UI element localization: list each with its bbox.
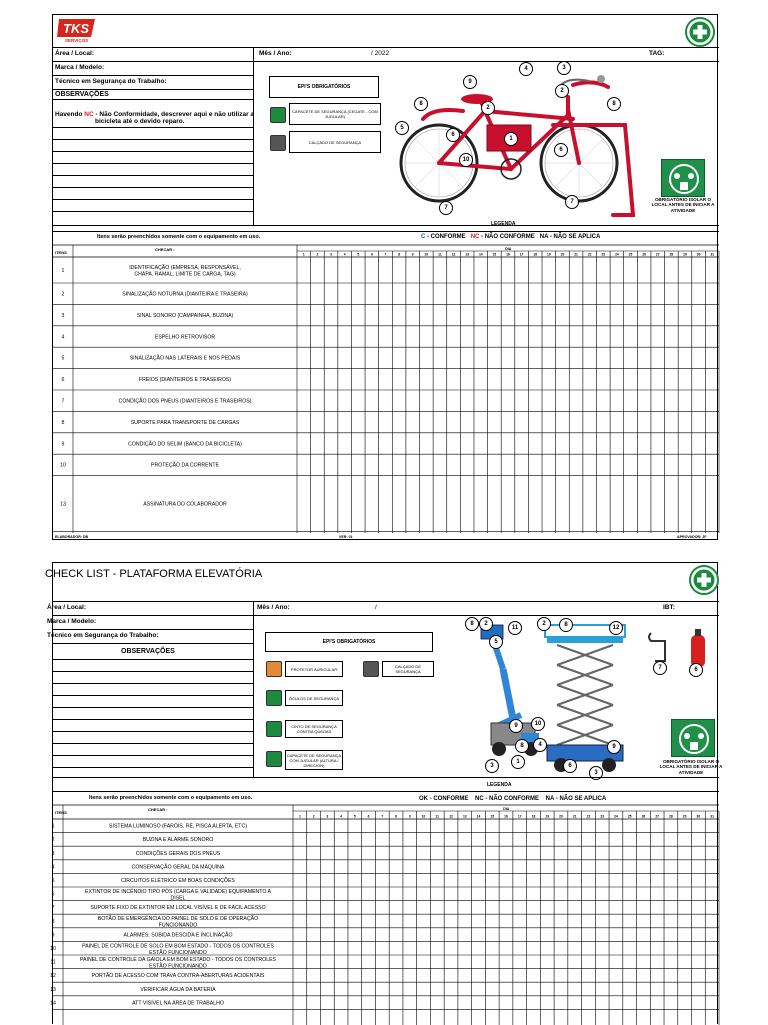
day-number: 12: [449, 814, 453, 819]
day-number: 7: [384, 252, 387, 257]
callout-10: 10: [459, 153, 473, 167]
item-number: 7: [51, 905, 55, 912]
day-number: 26: [641, 814, 646, 819]
p-callout-9: 9: [509, 719, 523, 733]
day-number: 13: [462, 814, 467, 819]
item-text: BOTÃO DE EMERGÊNCIA DO PAINEL DE SOLO E DE OPERAÇÃO: [97, 916, 259, 923]
day-number: 29: [683, 252, 687, 257]
item-number: 6: [51, 891, 55, 898]
callout-7b: 7: [565, 195, 579, 209]
p-callout-12: 12: [609, 621, 623, 635]
item-text: PAINEL DE CONTROLE DA GAIOLA EM BOM ESTADO - TODOS OS CONTROLES: [79, 957, 277, 963]
p-callout-7: 7: [653, 661, 667, 675]
callout-1: 1: [504, 132, 518, 146]
legend-line: C - CONFORME NC - NÃO CONFORME NA - NÃO SE APLICA: [421, 234, 601, 240]
marca-modelo-label-2: Marca / Modelo:: [47, 618, 97, 625]
item-text: IDENTIFICAÇÃO (EMPRESA, RESPONSÁVEL,: [129, 265, 241, 272]
epi-item-calcado-2: CALÇADO DE SEGURANÇA: [382, 661, 434, 677]
day-number: 25: [627, 814, 632, 819]
item-text: FREIOS (DIANTEIROS E TRASEIROS): [138, 377, 232, 384]
item-number: 13: [50, 986, 56, 993]
mes-ano-label: Mês / Ano:: [259, 50, 292, 57]
item-text: PROTEÇÃO DA CORRENTE: [150, 462, 220, 469]
day-number: 17: [519, 252, 524, 257]
item-text: VERIFICAR ÁGUA DA BATERIA: [140, 986, 216, 993]
footer-aprovador: APROVADOR: JF: [677, 535, 707, 539]
day-number: 11: [438, 252, 442, 257]
epi-item-capacete-2: CAPACETE DE SEGURANÇA COM JUGULAR (ALTURA / DIRECION): [285, 750, 343, 770]
item-text: EXTINTOR DE INCÊNDIO TIPO PÓS (CARGA E VALIDADE) EQUIPAMENTO A: [84, 889, 272, 895]
checklist-bicicleta-sheet: [52, 14, 718, 540]
day-number: 22: [587, 252, 592, 257]
day-number: 4: [343, 252, 346, 257]
callout-7: 7: [439, 201, 453, 215]
day-number: 1: [302, 252, 305, 257]
callout-6b: 6: [554, 143, 568, 157]
day-number: 18: [533, 252, 538, 257]
day-number: 28: [669, 814, 673, 819]
mes-ano-value-2: /: [375, 604, 377, 611]
day-number: 23: [600, 814, 605, 819]
p-callout-3b: 3: [589, 766, 603, 780]
item-number: 2: [51, 837, 55, 844]
item-text: ESPELHO RETROVISOR: [154, 334, 216, 341]
day-number: 6: [367, 814, 370, 819]
havendo-nc-note: Havendo NC - Não Conformidade, descrever aqui e não utilizar a: [55, 111, 255, 118]
day-number: 25: [628, 252, 633, 257]
day-number: 31: [710, 814, 714, 819]
itens-header: ITENS: [55, 250, 67, 255]
item-number: 5: [61, 355, 65, 362]
item-text: ASSINATURA DO COLABORADOR: [143, 501, 227, 508]
day-number: 5: [357, 252, 360, 257]
item-text: SUPORTE PARA TRANSPORTE DE CARGAS: [130, 419, 240, 426]
item-number: 10: [60, 462, 66, 469]
item-text: CONDIÇÕES GERAIS DOS PNEUS: [135, 850, 221, 857]
item-number: 3: [51, 850, 55, 857]
day-number: 31: [710, 252, 715, 257]
callout-2: 2: [481, 101, 495, 115]
checklist-grid-2: [50, 563, 719, 1025]
p-callout-4: 4: [533, 738, 547, 752]
day-number: 30: [696, 814, 701, 819]
p-callout-10: 10: [531, 717, 545, 731]
day-number: 14: [478, 252, 483, 257]
sheet2-title: CHECK LIST - PLATAFORMA ELEVATÓRIA: [45, 568, 263, 580]
day-number: 10: [424, 252, 429, 257]
legend-line-2: OK - CONFORME NC - NÃO CONFORME NA - NÃO SE APLICA: [419, 796, 607, 802]
item-number: 4: [51, 864, 55, 871]
day-number: 26: [642, 252, 646, 257]
day-number: 21: [574, 252, 578, 257]
item-number: 14: [50, 1000, 56, 1007]
day-number: 6: [370, 252, 373, 257]
day-number: 27: [655, 814, 659, 819]
day-number: 12: [451, 252, 456, 257]
item-number: 1: [51, 823, 55, 830]
day-number: 19: [545, 814, 550, 819]
item-number: 11: [50, 959, 56, 966]
item-number: 8: [61, 419, 65, 426]
item-number: 4: [61, 334, 65, 341]
day-number: 22: [586, 814, 591, 819]
p-callout-11: 11: [508, 621, 522, 635]
epi-item-calcado: CALÇADO DE SEGURANÇA: [289, 131, 381, 153]
p-callout-8c: 8: [515, 739, 529, 753]
epi-item-protetor: PROTETOR AURICULAR: [285, 661, 343, 677]
checar-header: CHECAR :: [155, 247, 175, 252]
item-text-line2: DISEL: [170, 895, 186, 902]
item-text: SINALIZAÇÃO NOTURNA (DIANTEIRA E TRASEIRA): [122, 291, 248, 298]
itens-note-2: Itens serão preenchidos somente com o equipamento em uso.: [89, 795, 253, 801]
day-number: 24: [615, 252, 619, 257]
day-number: 27: [655, 252, 660, 257]
item-number: 5: [51, 878, 55, 884]
isolation-sign-text: OBRIGATÓRIO ISOLAR O LOCAL ANTES DE INICIAR A ATIVIDADE: [651, 197, 715, 213]
p-callout-6: 6: [563, 759, 577, 773]
item-text: ATT VISÍVEL NA ÁREA DE TRABALHO: [132, 1000, 224, 1007]
item-text: ALARMES: SUBIDA DESCIDA E INCLINAÇÃO: [123, 932, 233, 939]
item-text: CONDIÇÃO DOS PNEUS (DIANTEIROS E TRASEIROS): [118, 398, 252, 405]
day-number: 16: [504, 814, 508, 819]
day-number: 9: [408, 814, 411, 819]
day-number: 24: [614, 814, 618, 819]
p-callout-8: 8: [465, 617, 479, 631]
day-number: 4: [340, 814, 343, 819]
day-number: 11: [435, 814, 440, 819]
day-number: 13: [465, 252, 469, 257]
epi-item-cinto: CINTO DE SEGURANÇA CONTRA QUEDAS: [285, 720, 343, 738]
item-number: 9: [61, 441, 65, 448]
tks-brand-text: TKS: [63, 21, 89, 36]
dia-header: DIA: [503, 807, 510, 811]
callout-8b: 8: [607, 97, 621, 111]
p-callout-2: 2: [479, 617, 493, 631]
item-number: 3: [61, 312, 65, 319]
p-callout-5: 5: [489, 635, 503, 649]
day-number: 3: [326, 814, 329, 819]
p-callout-2b: 2: [537, 617, 551, 631]
tecnico-label-2: Técnico em Segurança do Trabalho:: [47, 632, 159, 639]
observacoes-label: OBSERVAÇÕES: [55, 91, 109, 98]
marca-modelo-label: Marca / Modelo:: [55, 64, 105, 71]
epi-title-box: EPI'S OBRIGATÓRIOS: [269, 76, 379, 98]
epi-item-oculos: ÓCULOS DE SEGURANÇA: [285, 690, 343, 706]
day-number: 18: [531, 814, 536, 819]
item-number: 1: [61, 267, 65, 274]
legenda-label: LEGENDA: [491, 221, 516, 227]
day-number: 20: [559, 814, 563, 819]
havendo-nc-note-line2: bicicleta até o devido reparo.: [95, 118, 185, 125]
day-number: 15: [492, 252, 497, 257]
day-number: 23: [601, 252, 606, 257]
footer-versao: VER: 01: [339, 535, 353, 539]
item-number: 2: [61, 291, 65, 298]
item-number: 12: [50, 973, 56, 980]
callout-8: 8: [414, 97, 428, 111]
tecnico-label: Técnico em Segurança do Trabalho:: [55, 78, 167, 85]
day-number: 2: [316, 252, 319, 257]
item-text-line2: FUNCIONANDO: [158, 922, 198, 929]
checar-header: CHECAR :: [148, 807, 168, 812]
item-text-line2: CHAPA, RAMAL, LIMITE DE CARGA, TAG): [134, 271, 236, 278]
callout-9: 9: [463, 75, 477, 89]
mes-ano-label-2: Mês / Ano:: [257, 604, 290, 611]
callout-2b: 2: [555, 84, 569, 98]
item-text-line2: ESTÃO FUNCIONANDO: [149, 949, 207, 956]
day-number: 17: [517, 814, 522, 819]
item-text: SINALIZAÇÃO NAS LATERAIS E NOS PEDAIS: [129, 355, 241, 362]
observacoes-label-2: OBSERVAÇÕES: [121, 648, 175, 655]
day-number: 21: [572, 814, 577, 819]
epi-item-capacete: CAPACETE DE SEGURANÇA (CEGATE - COM JUGULAR): [289, 103, 381, 125]
day-number: 29: [682, 814, 687, 819]
day-number: 7: [381, 814, 384, 819]
day-number: 30: [696, 252, 701, 257]
item-number: 6: [61, 377, 65, 384]
isolation-sign-text-2: OBRIGATÓRIO ISOLAR O LOCAL ANTES DE INICIAR A ATIVIDADE: [659, 759, 723, 775]
item-text: PAINEL DE CONTROLE DE SOLO EM BOM ESTADO - TODOS OS CONTROLES: [82, 943, 274, 950]
mes-ano-value: / 2022: [371, 50, 390, 57]
day-number: 15: [490, 814, 495, 819]
item-text: CIRCUITOS ELÉTRICO EM BOAS CONDIÇÕES: [121, 878, 235, 884]
callout-4: 4: [519, 62, 533, 76]
day-number: 8: [395, 814, 397, 819]
day-number: 9: [411, 252, 414, 257]
item-text: CONSERVAÇÃO GERAL DA MÁQUINA: [131, 864, 225, 871]
day-number: 14: [476, 814, 481, 819]
item-text: SISTEMA LUMINOSO (FARÓIS, RÉ, PISCA ALERTA, ETC): [109, 823, 247, 830]
footer-elaborador: ELABORADOR: DB: [55, 535, 89, 539]
p-callout-1: 1: [511, 755, 525, 769]
p-callout-6b: 6: [689, 663, 703, 677]
ibt-label: IBT:: [663, 604, 675, 611]
area-label: Área / Local:: [55, 50, 95, 57]
tks-brand-sub: SERVIÇOS: [65, 38, 89, 43]
callout-5: 5: [395, 121, 409, 135]
day-number: 5: [353, 814, 356, 819]
checklist-grid-1: [53, 15, 719, 541]
day-number: 8: [398, 252, 401, 257]
tag-label: TAG:: [649, 50, 665, 57]
item-number: 8: [51, 918, 55, 925]
itens-note: Itens serão preenchidos somente com o equipamento em uso.: [97, 234, 261, 240]
day-number: 2: [312, 814, 315, 819]
item-text: SINAL SONORO (CAMPAINHA, BUZINA): [136, 312, 234, 319]
itens-header: ITENS: [55, 810, 67, 815]
item-text-line2: ESTÃO FUNCIONANDO: [149, 963, 207, 970]
item-text: PORTÃO DE ACESSO COM TRAVA CONTRA-ABERTURAS ACIDENTAIS: [91, 973, 265, 980]
day-number: 1: [298, 814, 301, 819]
day-number: 28: [669, 252, 674, 257]
checklist-plataforma-sheet: [45, 562, 723, 1024]
day-number: 20: [560, 252, 565, 257]
item-number: 9: [51, 932, 55, 939]
area-label-2: Área / Local:: [47, 604, 87, 611]
day-number: 3: [330, 252, 332, 257]
p-callout-3: 3: [485, 759, 499, 773]
item-text: CONDIÇÃO DO SELIM (BANCO DA BICICLETA): [128, 441, 242, 448]
epi-title-box-2: EPI'S OBRIGATÓRIOS: [265, 632, 433, 652]
item-number: 13: [60, 501, 66, 508]
day-number: 16: [506, 252, 510, 257]
item-number: 10: [50, 946, 56, 952]
dia-header: DIA: [505, 247, 512, 251]
p-callout-9b: 9: [607, 740, 621, 754]
callout-6: 6: [446, 128, 460, 142]
p-callout-8b: 8: [559, 618, 573, 632]
legenda-label-2: LEGENDA: [487, 782, 512, 788]
item-text: SUPORTE FIXO DE EXTINTOR EM LOCAL VISÍVEL E DE FÁCIL ACESSO: [90, 905, 266, 912]
item-number: 7: [61, 398, 65, 405]
day-number: 10: [421, 814, 426, 819]
day-number: 19: [547, 252, 551, 257]
item-text: BUZINA E ALARME SONORO: [142, 837, 214, 844]
callout-3: 3: [557, 61, 571, 75]
